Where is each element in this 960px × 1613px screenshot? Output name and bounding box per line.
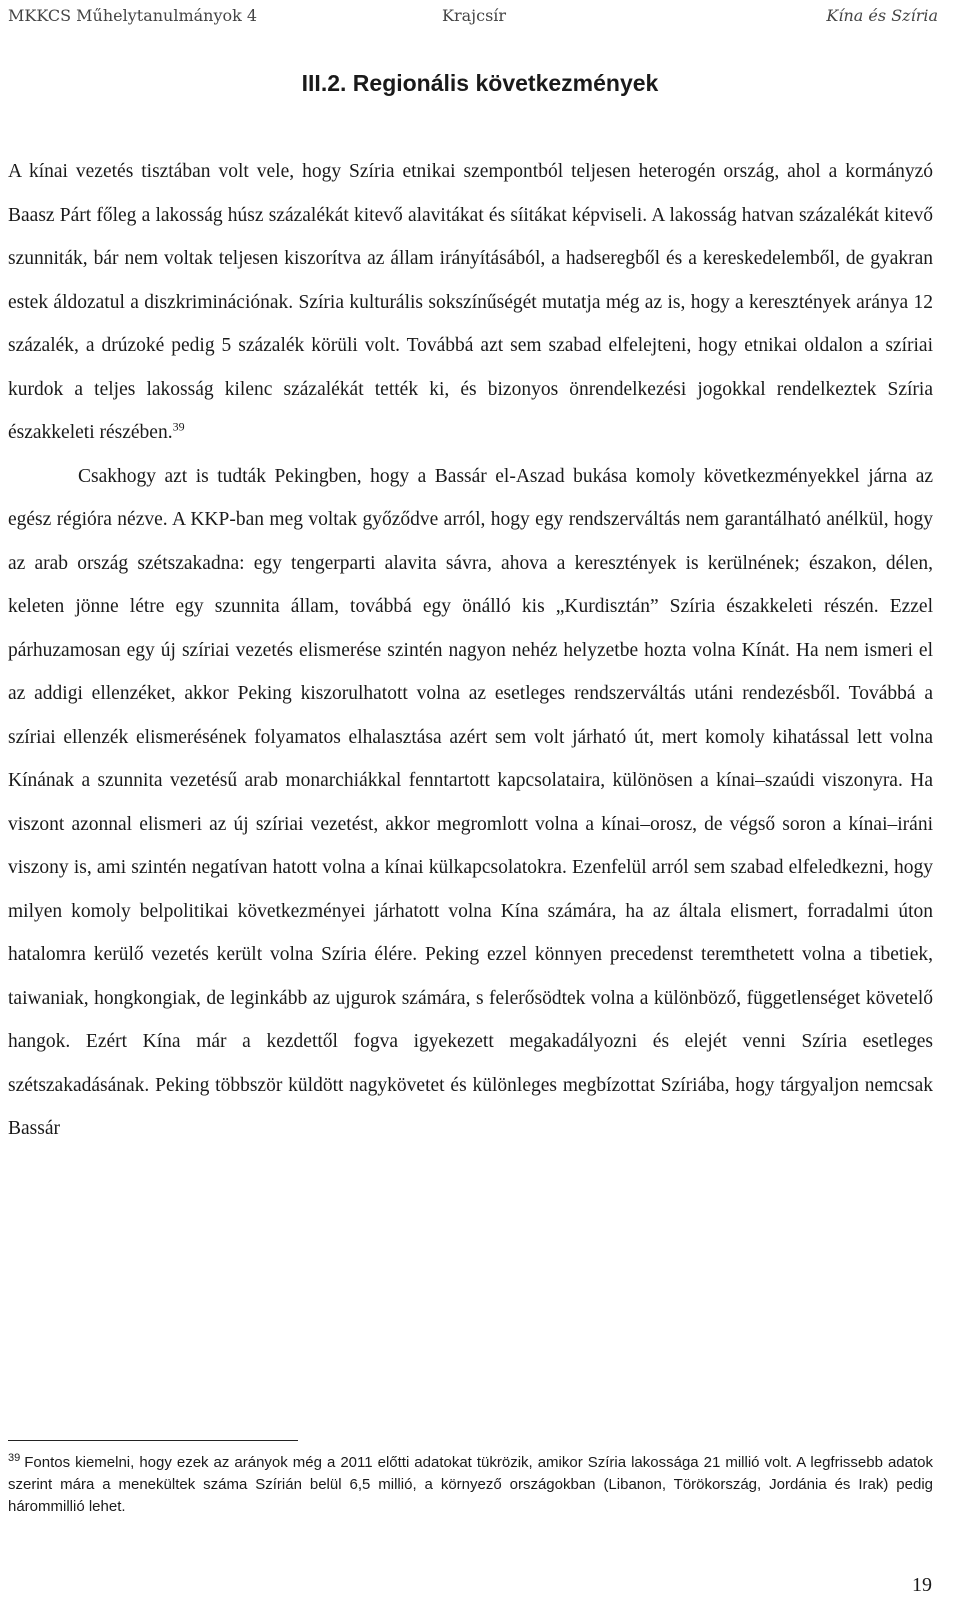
running-header [8, 6, 938, 30]
footnote-text: Fontos kiemelni, hogy ezek az arányok még a 2011 előtti adatokat tükrözik, amikor Szíria lakossága 21 millió volt. A legfrissebb adatok szerint mára a menekültek száma Szírián belül 6,5 millió, a környező országokban (Libanon, Törökország, Jordánia és Irak) pedig hárommillió lehet. [8, 1454, 933, 1515]
header-author: Krajcsír [442, 6, 507, 25]
footnote [8, 1452, 933, 1518]
paragraph-2: Csakhogy azt is tudták Pekingben, hogy a Bassár el-Aszad bukása komoly következményekkel járna az egész régióra nézve. A KKP-ban meg voltak győződve arról, hogy egy rendszerváltás nem garantálható anélkül, hogy az arab ország szétszakadna: egy tengerparti alavita sávra, ahova a keresztények is kerülnének; északon, délen, keleten jönne létre egy szunnita állam, továbbá egy önálló kis „Kurdisztán” Szíria északkeleti részén. Ezzel párhuzamosan egy új szíriai vezetés elismerése szintén nagyon nehéz helyzetbe hozta volna Kínát. Ha nem ismeri el az addigi ellenzéket, akkor Peking kiszorulhatott volna az esetleges rendszerváltás utáni rendezésből. Továbbá a szíriai ellenzék elismerésének folyamatos elhalasztása azért sem volt járható út, mert komoly kihatással lett volna Kínának a szunnita vezetésű arab monarchiákkal fenntartott kapcsolataira, különösen a kínai–szaúdi viszonyra. Ha viszont azonnal elismeri az új szíriai vezetést, akkor megromlott volna a kínai–orosz, de végső soron a kínai–iráni viszony is, ami szintén negatívan hatott volna a kínai külkapcsolatokra. Ezenfelül arról sem szabad elfeledkezni, hogy milyen komoly belpolitikai következményei járhatott volna Kína számára, ha az általa elismert, forradalmi úton hatalomra kerülő vezetés került volna Szíria élére. Peking ezzel könnyen precedenst teremthetett volna a tibetiek, taiwaniak, hongkongiak, de leginkább az ujgurok számára, s felerősödtek volna a különböző, függetlenséget követelő hangok. Ezért Kína már a kezdettől fogva igyekezett megakadályozni és elejét venni Szíria esetleges szétszakadásának. Peking többször küldött nagykövetet és különleges megbízottat Szíriába, hogy tárgyaljon nemcsak Bassár [8, 465, 933, 1139]
page-number: 19 [912, 1574, 932, 1596]
footnote-reference[interactable]: 39 [172, 419, 185, 434]
paragraph-1 [8, 150, 933, 455]
paragraph-1-text: A kínai vezetés tisztában volt vele, hogy Szíria etnikai szempontból teljesen heterogén ország, ahol a kormányzó Baasz Párt főleg a lakosság húsz százalékát kitevő alavitákat és síitákat képviseli. A lakosság hatvan százalékát kitevő szunniták, bár nem voltak teljesen kiszorítva az állam irányításából, a hadseregből és a kereskedelemből, de gyakran estek áldozatul a diszkriminációnak. Szíria kulturális sokszínűségét mutatja még az is, hogy a keresztények aránya 12 százalék, a drúzoké pedig 5 százalék körüli volt. Továbbá azt sem szabad elfelejteni, hogy etnikai oldalon a szíriai kurdok a teljes lakosság kilenc százalékát tették ki, és bizonyos önrendelkezési jogokkal rendelkeztek Szíria északkeleti részében. [8, 161, 933, 443]
footnote-separator [8, 1440, 298, 1441]
header-short-title: Kína és Szíria [826, 6, 938, 25]
footnote-number: 39 [8, 1452, 21, 1464]
header-series-title: MKKCS Műhelytanulmányok 4 [8, 6, 258, 25]
body-text [8, 150, 933, 1151]
section-title: III.2. Regionális következmények [301, 70, 659, 96]
